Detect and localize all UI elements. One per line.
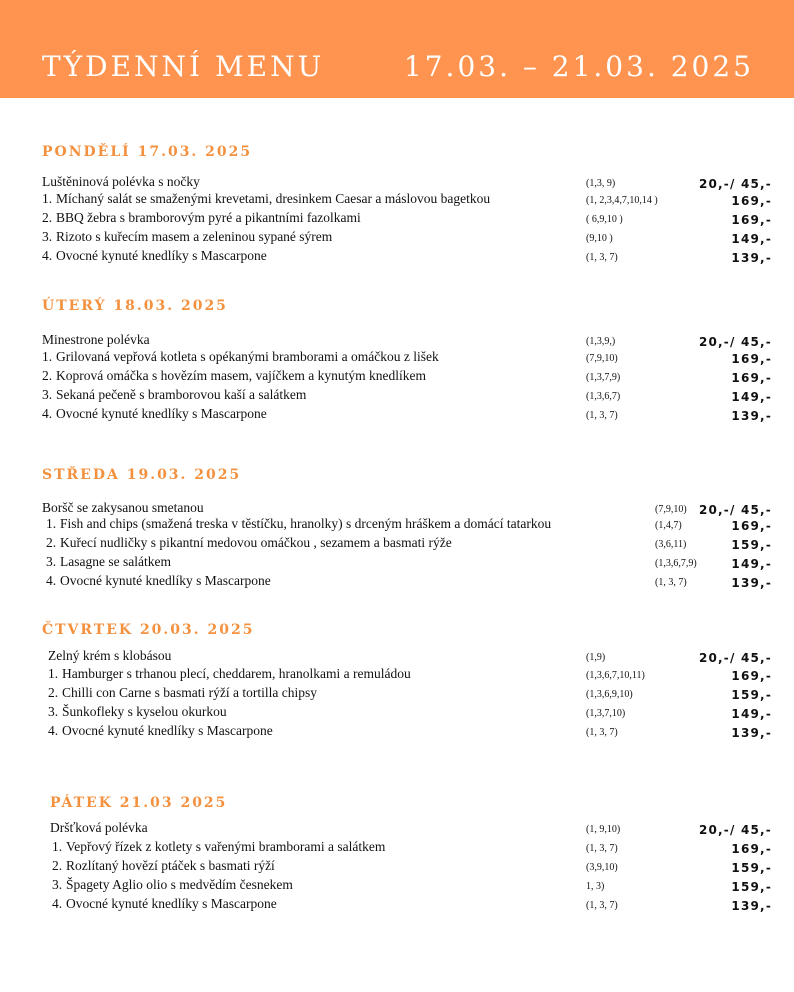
item-number: 2. xyxy=(52,858,63,873)
allergens: (1,3,6,7) xyxy=(586,391,621,402)
dish-name xyxy=(42,368,426,384)
dish-name xyxy=(46,535,452,551)
dish-name xyxy=(52,858,275,874)
menu-item-row xyxy=(0,516,794,535)
dish-text: Ovocné kynuté knedlíky s Mascarpone xyxy=(60,573,271,588)
dish-text: Vepřový řízek z kotlety s vařenými bramborami a salátkem xyxy=(66,839,386,854)
price: 159,- xyxy=(731,861,772,875)
allergens: (1,4,7) xyxy=(655,520,682,531)
day-title: ÚTERÝ 18.03. 2025 xyxy=(42,298,228,314)
menu-item-row xyxy=(0,858,794,877)
allergens: (7,9,10) xyxy=(586,353,618,364)
menu-item-row xyxy=(0,406,794,425)
item-number: 3. xyxy=(42,229,53,244)
item-number: 1. xyxy=(52,839,63,854)
menu-item-row xyxy=(0,191,794,210)
price: 169,- xyxy=(731,842,772,856)
menu-item-row xyxy=(0,554,794,573)
menu-item-row xyxy=(0,839,794,858)
allergens: (1, 3, 7) xyxy=(586,900,618,911)
menu-item-row xyxy=(0,723,794,742)
dish-text: Luštěninová polévka s nočky xyxy=(42,174,200,189)
price: 139,- xyxy=(731,899,772,913)
price: 169,- xyxy=(731,352,772,366)
soup-name xyxy=(42,500,204,516)
menu-item-row xyxy=(0,349,794,368)
dish-name xyxy=(48,685,317,701)
price: 169,- xyxy=(731,194,772,208)
dish-name xyxy=(46,573,271,589)
price: 169,- xyxy=(731,669,772,683)
dish-text: Sekaná pečeně s bramborovou kaší a salátkem xyxy=(56,387,307,402)
dish-name xyxy=(52,877,293,893)
dish-text: Zelný krém s klobásou xyxy=(48,648,172,663)
price: 169,- xyxy=(731,371,772,385)
price: 20,-/ 45,- xyxy=(698,335,772,349)
allergens: (1,3,7,10) xyxy=(586,708,626,719)
item-number: 2. xyxy=(42,210,53,225)
price: 139,- xyxy=(731,409,772,423)
price: 159,- xyxy=(731,688,772,702)
item-number: 1. xyxy=(48,666,59,681)
soup-name xyxy=(42,332,150,348)
price: 20,-/ 45,- xyxy=(698,651,772,665)
menu-item-row xyxy=(0,387,794,406)
dish-name xyxy=(48,704,227,720)
day-title: STŘEDA 19.03. 2025 xyxy=(42,467,242,483)
dish-name xyxy=(42,210,361,226)
allergens: (7,9,10) xyxy=(655,504,687,515)
menu-item-row xyxy=(0,573,794,592)
menu-item-row xyxy=(0,877,794,896)
menu-item-row xyxy=(0,896,794,915)
menu-title: TÝDENNÍ MENU xyxy=(42,50,325,83)
soup-name xyxy=(48,648,171,664)
price: 169,- xyxy=(731,519,772,533)
dish-text: Minestrone polévka xyxy=(42,332,150,347)
dish-name xyxy=(42,387,306,403)
allergens: 1, 3) xyxy=(586,881,605,892)
price: 139,- xyxy=(731,251,772,265)
allergens: (1,3,6,7,9) xyxy=(655,558,697,569)
item-number: 1. xyxy=(42,349,53,364)
dish-text: Ovocné kynuté knedlíky s Mascarpone xyxy=(56,406,267,421)
item-number: 2. xyxy=(42,368,53,383)
day-title: PÁTEK 21.03 2025 xyxy=(50,795,228,811)
item-number: 4. xyxy=(46,573,57,588)
dish-text: Ovocné kynuté knedlíky s Mascarpone xyxy=(66,896,277,911)
price: 139,- xyxy=(731,576,772,590)
price: 169,- xyxy=(731,213,772,227)
menu-item-row xyxy=(0,248,794,267)
menu-item-row xyxy=(0,229,794,248)
dish-text: BBQ žebra s bramborovým pyré a pikantními fazolkami xyxy=(56,210,361,225)
allergens: (1,3, 9) xyxy=(586,178,616,189)
price: 139,- xyxy=(731,726,772,740)
dish-text: Kuřecí nudličky s pikantní medovou omáčkou , sezamem a basmati rýže xyxy=(60,535,452,550)
day-title: ČTVRTEK 20.03. 2025 xyxy=(42,622,255,638)
menu-item-row xyxy=(0,368,794,387)
item-number: 4. xyxy=(48,723,59,738)
allergens: (1,3,6,9,10) xyxy=(586,689,633,700)
item-number: 2. xyxy=(46,535,57,550)
dish-text: Koprová omáčka s hovězím masem, vajíčkem a kynutým knedlíkem xyxy=(56,368,427,383)
soup-name xyxy=(42,174,200,190)
allergens: (1, 3, 7) xyxy=(586,727,618,738)
dish-name xyxy=(42,406,267,422)
dish-name xyxy=(48,723,273,739)
dish-name xyxy=(46,554,171,570)
dish-text: Boršč se zakysanou smetanou xyxy=(42,500,204,515)
dish-text: Lasagne se salátkem xyxy=(60,554,171,569)
item-number: 1. xyxy=(46,516,57,531)
menu-item-row xyxy=(0,210,794,229)
price: 149,- xyxy=(731,707,772,721)
price: 159,- xyxy=(731,538,772,552)
price: 149,- xyxy=(731,390,772,404)
allergens: (1,3,7,9) xyxy=(586,372,621,383)
dish-text: Chilli con Carne s basmati rýží a tortilla chipsy xyxy=(62,685,317,700)
menu-item-row xyxy=(0,666,794,685)
date-range: 17.03. – 21.03. 2025 xyxy=(403,50,754,83)
header-banner xyxy=(0,0,794,98)
item-number: 4. xyxy=(52,896,63,911)
menu-item-row xyxy=(0,535,794,554)
item-number: 3. xyxy=(52,877,63,892)
allergens: (1,9) xyxy=(586,652,606,663)
day-title: PONDĚLÍ 17.03. 2025 xyxy=(42,144,253,160)
dish-name xyxy=(42,248,267,264)
dish-text: Ovocné kynuté knedlíky s Mascarpone xyxy=(62,723,273,738)
allergens: (3,6,11) xyxy=(655,539,687,550)
allergens: (1, 3, 7) xyxy=(586,843,618,854)
dish-text: Grilovaná vepřová kotleta s opékanými bramborami a omáčkou z lišek xyxy=(56,349,439,364)
allergens: (1, 3, 7) xyxy=(586,252,618,263)
dish-text: Dršťková polévka xyxy=(50,820,148,835)
soup-name xyxy=(50,820,148,836)
dish-name xyxy=(46,516,551,532)
dish-text: Rizoto s kuřecím masem a zeleninou sypané sýrem xyxy=(56,229,333,244)
allergens: ( 6,9,10 ) xyxy=(586,214,623,225)
dish-name xyxy=(42,349,439,365)
allergens: (1, 2,3,4,7,10,14 ) xyxy=(586,195,658,206)
item-number: 1. xyxy=(42,191,53,206)
item-number: 2. xyxy=(48,685,59,700)
dish-name xyxy=(42,229,332,245)
dish-text: Míchaný salát se smaženými krevetami, dresinkem Caesar a máslovou bagetkou xyxy=(56,191,491,206)
dish-text: Šunkofleky s kyselou okurkou xyxy=(62,704,227,719)
price: 149,- xyxy=(731,232,772,246)
item-number: 3. xyxy=(48,704,59,719)
dish-name xyxy=(52,839,385,855)
dish-text: Hamburger s trhanou plecí, cheddarem, hranolkami a remuládou xyxy=(62,666,411,681)
price: 20,-/ 45,- xyxy=(698,177,772,191)
allergens: (1, 9,10) xyxy=(586,824,621,835)
dish-text: Rozlítaný hovězí ptáček s basmati rýží xyxy=(66,858,275,873)
item-number: 3. xyxy=(46,554,57,569)
item-number: 3. xyxy=(42,387,53,402)
allergens: (9,10 ) xyxy=(586,233,613,244)
dish-name xyxy=(52,896,277,912)
allergens: (1, 3, 7) xyxy=(586,410,618,421)
allergens: (1,3,9,) xyxy=(586,336,616,347)
soup-row xyxy=(0,648,794,667)
allergens: (3,9,10) xyxy=(586,862,618,873)
allergens: (1,3,6,7,10,11) xyxy=(586,670,645,681)
menu-item-row xyxy=(0,704,794,723)
dish-text: Špagety Aglio olio s medvědím česnekem xyxy=(66,877,293,892)
item-number: 4. xyxy=(42,406,53,421)
soup-row xyxy=(0,820,794,839)
price: 159,- xyxy=(731,880,772,894)
dish-text: Ovocné kynuté knedlíky s Mascarpone xyxy=(56,248,267,263)
price: 20,-/ 45,- xyxy=(698,503,772,517)
dish-text: Fish and chips (smažená treska v těstíčku, hranolky) s drceným hráškem a domácí tatarkou xyxy=(60,516,552,531)
price: 20,-/ 45,- xyxy=(698,823,772,837)
allergens: (1, 3, 7) xyxy=(655,577,687,588)
dish-name xyxy=(42,191,490,207)
menu-item-row xyxy=(0,685,794,704)
price: 149,- xyxy=(731,557,772,571)
item-number: 4. xyxy=(42,248,53,263)
dish-name xyxy=(48,666,411,682)
